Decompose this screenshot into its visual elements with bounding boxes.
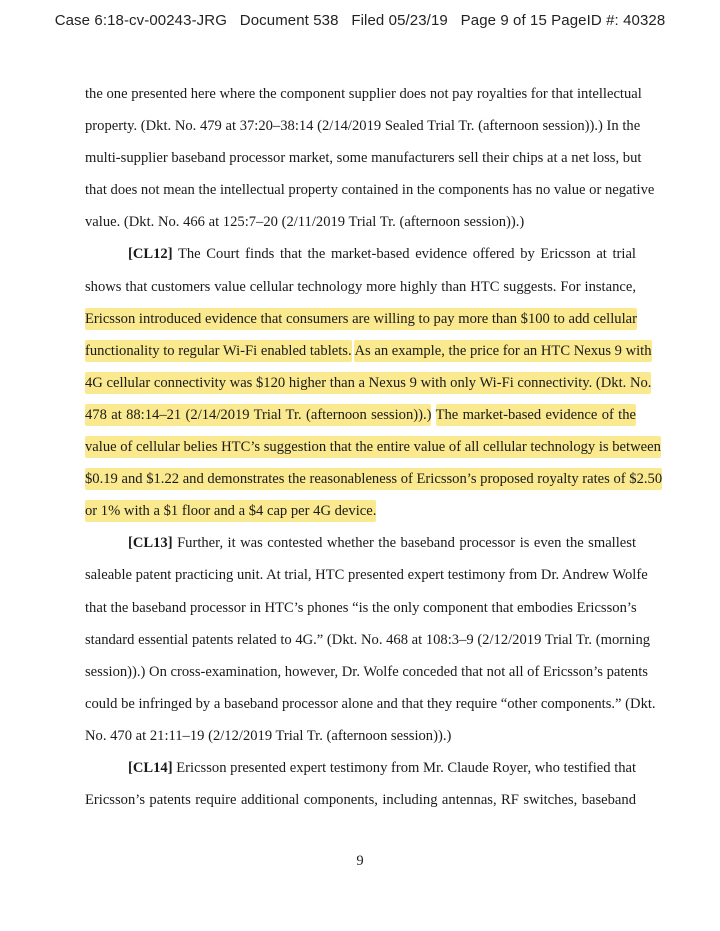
text-line: saleable patent practicing unit. At trial, HTC presented expert testimony from Dr. Andrew Wolfe: [85, 567, 648, 584]
text-line: [85, 467, 663, 499]
text-line: that does not mean the intellectual property contained in the components has no value or negative: [85, 182, 655, 199]
text-line: [85, 403, 636, 435]
text-line: standard essential patents related to 4G.” (Dkt. No. 468 at 108:3–9 (2/12/2019 Trial Tr. (morning: [85, 631, 651, 648]
text-line: multi-supplier baseband processor market, some manufacturers sell their chips at a net loss, but: [85, 150, 642, 167]
highlighted-text: $0.19 and $1.22 and demonstrates the reasonableness of Ericsson’s proposed royalty rates of $2.50: [85, 468, 662, 490]
text-line: [85, 307, 636, 339]
text-line: the one presented here where the component supplier does not pay royalties for that intellectual: [85, 86, 642, 102]
highlighted-text: 478 at 88:14–21 (2/14/2019 Trial Tr. (afternoon session)).): [85, 404, 431, 426]
cl12-label: [CL12]: [128, 246, 173, 263]
text-line: that the baseband processor in HTC’s phones “is the only component that embodies Ericsson’s: [85, 599, 637, 616]
document-body: [85, 82, 663, 820]
text-line: [85, 371, 652, 403]
text-line: shows that customers value cellular technology more highly than HTC suggests. For instance,: [85, 278, 636, 295]
text-line: property. (Dkt. No. 479 at 37:20–38:14 (2/14/2019 Sealed Trial Tr. (afternoon session)).) In the: [85, 118, 641, 135]
document-number: Document 538: [239, 12, 339, 29]
paragraph-cl14-start: [85, 756, 636, 788]
paragraph-cl12-start: [85, 242, 636, 274]
case-number: Case 6:18-cv-00243-JRG: [54, 12, 227, 29]
cl13-label: [CL13]: [128, 535, 173, 552]
page-number: 9: [356, 853, 364, 869]
text-line: [85, 435, 661, 467]
case-header: [0, 12, 720, 29]
page-info: Page 9 of 15 PageID #:: [460, 12, 619, 29]
text-line: could be infringed by a baseband processor alone and that they require “other components.” (Dkt.: [85, 695, 656, 712]
text-span: Ericsson presented expert testimony from Mr. Claude Royer, who testified that: [176, 759, 637, 776]
text-span: Further, it was contested whether the baseband processor is even the smallest: [177, 535, 636, 552]
text-line: value. (Dkt. No. 466 at 125:7–20 (2/11/2019 Trial Tr. (afternoon session)).): [85, 214, 525, 231]
text-line: Ericsson’s patents require additional components, including antennas, RF switches, baseband: [85, 792, 636, 809]
page-id: 40328: [623, 12, 666, 29]
highlighted-text: The market-based evidence of the: [436, 404, 636, 426]
text-line: [85, 339, 652, 371]
highlighted-text: functionality to regular Wi-Fi enabled tablets.: [85, 340, 352, 362]
highlighted-text: Ericsson introduced evidence that consumers are willing to pay more than $100 to add cellular: [85, 308, 637, 330]
highlighted-text: value of cellular belies HTC’s suggestion that the entire value of all cellular technology is between: [85, 436, 661, 458]
text-span: The Court finds that the market-based evidence offered by Ericsson at trial: [177, 246, 636, 263]
highlighted-text: 4G cellular connectivity was $120 higher than a Nexus 9 with only Wi-Fi connectivity. (Dkt. No.: [85, 372, 651, 394]
highlighted-text: or 1% with a $1 floor and a $4 cap per 4G device.: [85, 500, 376, 522]
cl14-label: [CL14]: [128, 759, 173, 776]
highlighted-text: As an example, the price for an HTC Nexus 9 with: [354, 340, 651, 362]
filed-date: Filed 05/23/19: [351, 12, 448, 29]
text-line: No. 470 at 21:11–19 (2/12/2019 Trial Tr. (afternoon session)).): [85, 727, 452, 744]
text-line: [85, 499, 636, 531]
text-line: session)).) On cross-examination, however, Dr. Wolfe conceded that not all of Ericsson’s patents: [85, 663, 648, 680]
paragraph-cl13-start: [85, 531, 636, 563]
